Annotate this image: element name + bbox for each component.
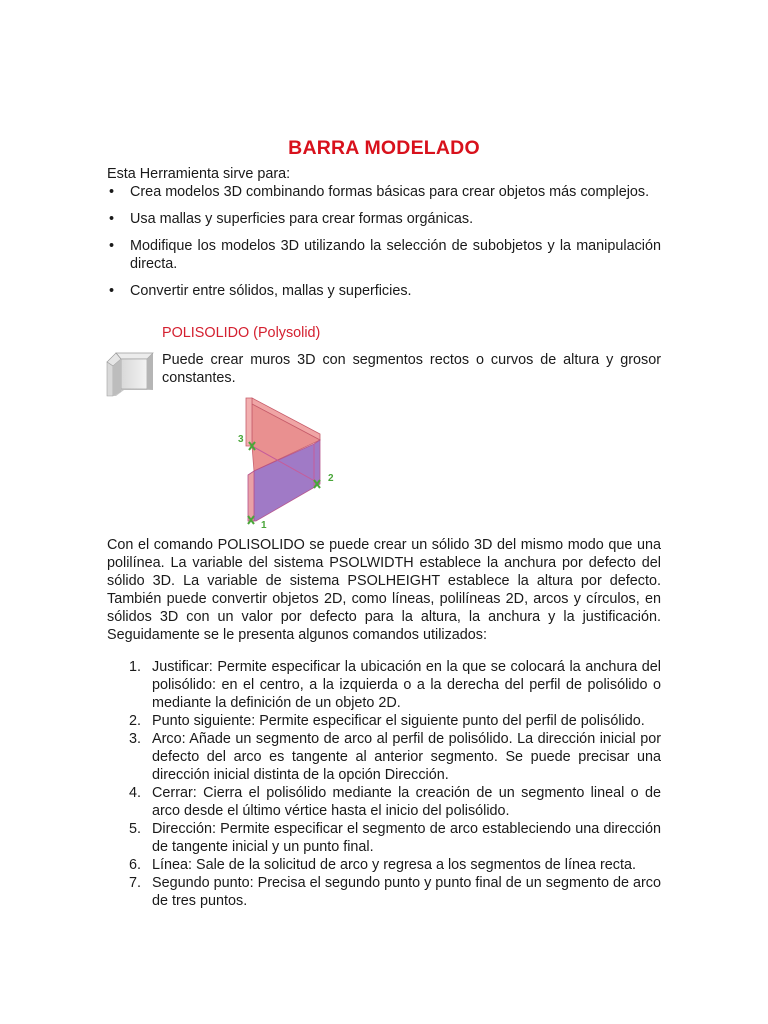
svg-text:3: 3 — [238, 434, 244, 445]
item-text: Línea: Sale de la solicitud de arco y regresa a los segmentos de línea recta. — [152, 857, 636, 873]
bullet-text: Crea modelos 3D combinando formas básicas para crear objetos más complejos. — [130, 184, 650, 200]
item-text: Arco: Añade un segmento de arco al perfil de polisólido. La dirección inicial por defecto del arco es tangente al anterior segmento. Se puede precisar una dirección inicial distinta de la opción Dirección. — [152, 731, 661, 783]
feature-bullet-list — [107, 183, 661, 309]
bullet-text: Usa mallas y superficies para crear formas orgánicas. — [130, 211, 474, 227]
list-item — [125, 730, 661, 784]
bullet-item — [107, 237, 661, 273]
commands-list — [125, 658, 661, 910]
list-item — [125, 658, 661, 712]
bullet-marker: • — [109, 238, 115, 254]
bullet-item — [107, 210, 661, 228]
section-subtitle: POLISOLIDO (Polysolid) — [162, 325, 321, 341]
bullet-item — [107, 282, 661, 300]
item-text: Punto siguiente: Permite especificar el siguiente punto del perfil de polisólido. — [152, 713, 645, 729]
bullet-text: Modifique los modelos 3D utilizando la selección de subobjetos y la manipulación directa. — [130, 238, 661, 272]
item-number: 2. — [129, 713, 142, 729]
bullet-text: Convertir entre sólidos, mallas y superficies. — [130, 283, 412, 299]
intro-text: Esta Herramienta sirve para: — [107, 166, 291, 182]
bullet-marker: • — [109, 283, 115, 299]
list-item — [125, 874, 661, 910]
list-item — [125, 712, 661, 730]
list-item — [125, 856, 661, 874]
item-text: Segundo punto: Precisa el segundo punto y punto final de un segmento de arco de tres puntos. — [152, 875, 661, 909]
item-text: Cerrar: Cierra el polisólido mediante la creación de un segmento lineal o de arco desde el último vértice hasta el inicio del polisólido. — [152, 785, 661, 819]
svg-text:2: 2 — [328, 473, 334, 484]
item-number: 1. — [129, 659, 142, 675]
list-item — [125, 784, 661, 820]
item-text: Dirección: Permite especificar el segmento de arco estableciendo una dirección de tangente inicial y un punto final. — [152, 821, 661, 855]
svg-text:1: 1 — [261, 520, 267, 530]
bullet-marker: • — [109, 211, 115, 227]
polysolid-diagram — [232, 388, 342, 530]
item-text: Justificar: Permite especificar la ubicación en la que se colocará la anchura del polisólido: en el centro, a la izquierda o a la derecha del perfil de polisólido o mediante la definición de un objeto 2D. — [152, 659, 661, 711]
item-number: 6. — [129, 857, 142, 873]
item-number: 4. — [129, 785, 142, 801]
polysolid-icon — [104, 348, 156, 398]
list-item — [125, 820, 661, 856]
section-description: Puede crear muros 3D con segmentos rectos o curvos de altura y grosor constantes. — [162, 352, 661, 386]
body-paragraph: Con el comando POLISOLIDO se puede crear un sólido 3D del mismo modo que una polilínea. La variable del sistema PSOLWIDTH establece la anchura por defecto del sólido 3D. La variable de sistema PSOLHEIGHT establece la altura por defecto. También puede convertir objetos 2D, como líneas, polilíneas 2D, arcos y círculos, en sólidos 3D con un valor por defecto para la altura, la anchura y la justificación. Seguidamente se le presenta algunos comandos utilizados: — [107, 537, 661, 643]
bullet-item — [107, 183, 661, 201]
bullet-marker: • — [109, 184, 115, 200]
item-number: 5. — [129, 821, 142, 837]
item-number: 7. — [129, 875, 142, 891]
item-number: 3. — [129, 731, 142, 747]
page-title: BARRA MODELADO — [288, 137, 480, 159]
